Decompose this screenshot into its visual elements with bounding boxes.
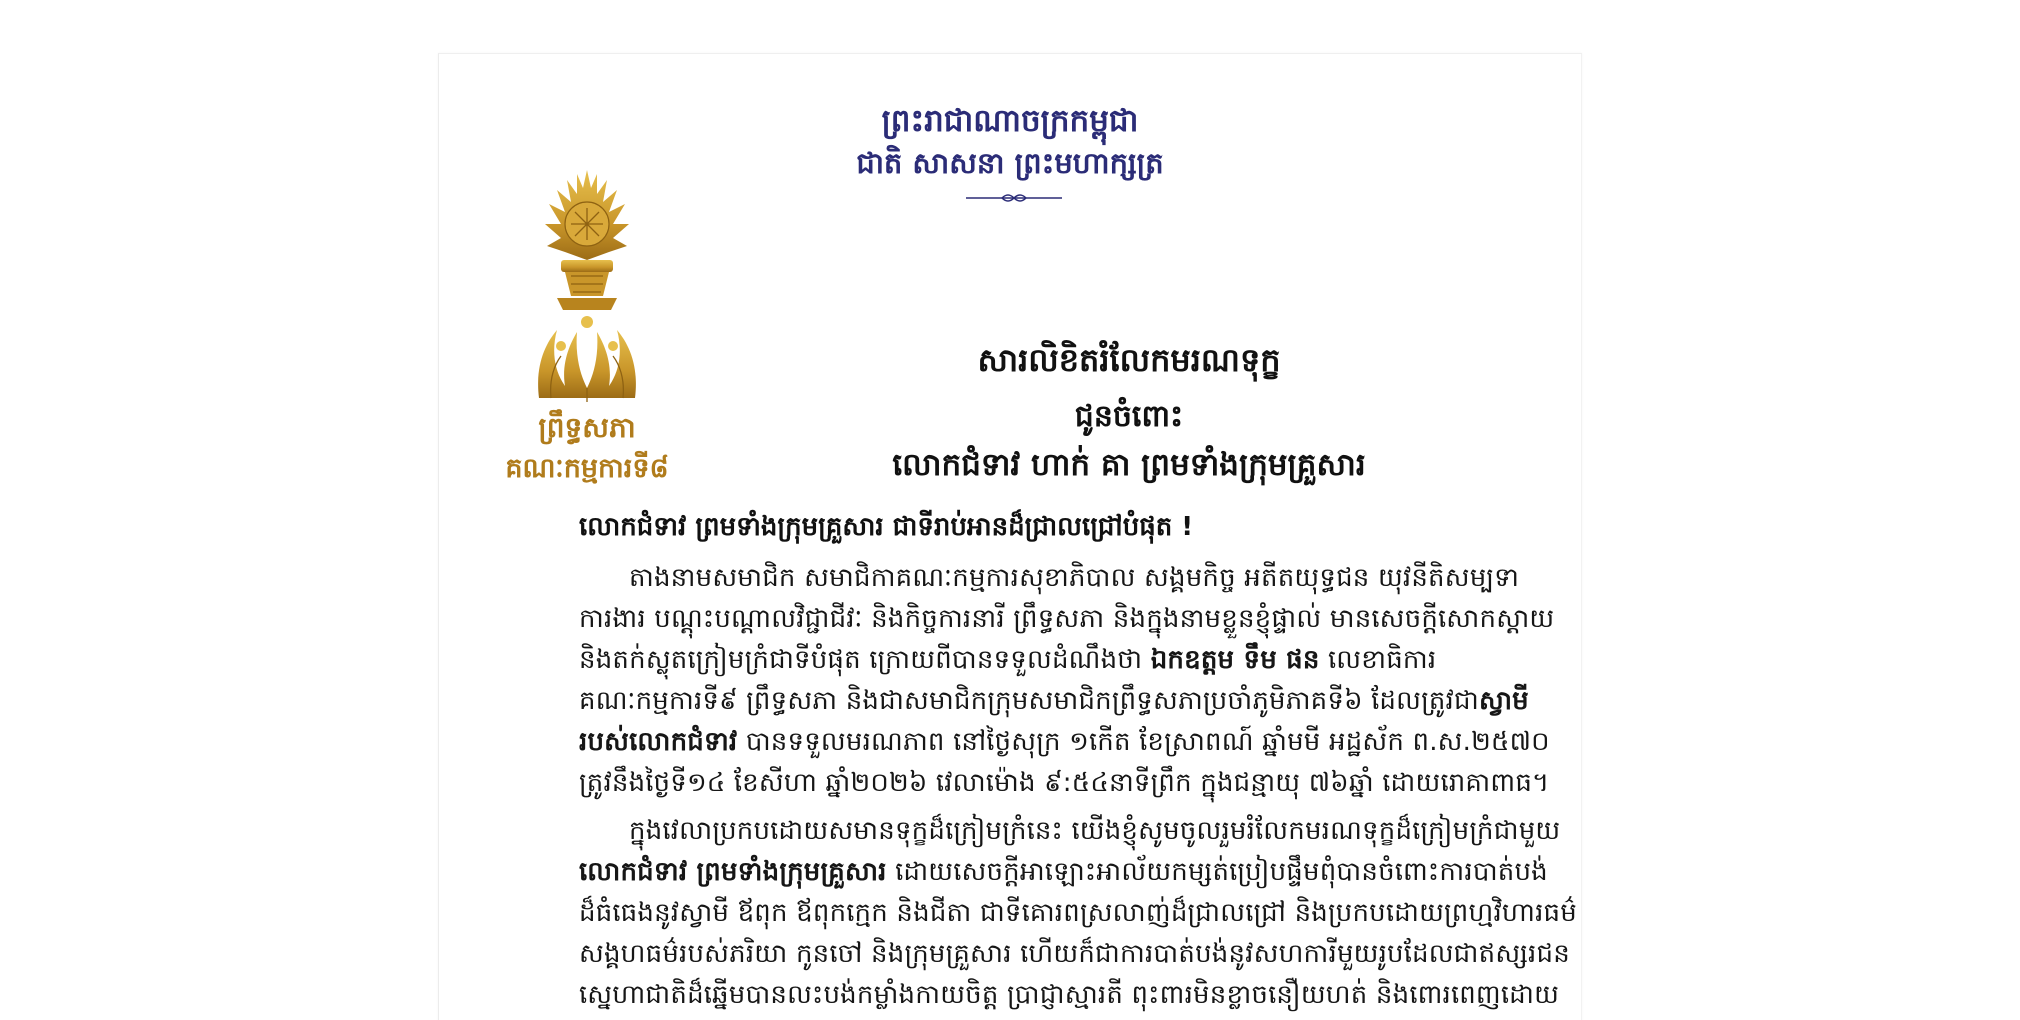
- senate-emblem-icon: [531, 166, 643, 406]
- paragraph1-line5-text: បានទទួលមរណភាព នៅថ្ងៃសុក្រ ១កើត ខែស្រាពណ៍ ឆ្នាំមមី អដ្ឋស័ក ព.ស.២៥៧០: [737, 727, 1550, 757]
- paragraph1-line1: តាងនាមសមាជិក សមាជិកាគណៈកម្មការសុខាភិបាល សង្គមកិច្ច អតីតយុទ្ធជន យុវនីតិសម្បទា: [629, 563, 1520, 593]
- paragraph1-line5-bold: របស់លោកជំទាវ: [579, 727, 738, 757]
- paragraph1-line6: ត្រូវនឹងថ្ងៃទី១៤ ខែសីហា ឆ្នាំ២០២៦ វេលាម៉ោង ៩:៥៤នាទីព្រឹក ក្នុងជន្មាយុ ៧៦ឆ្នាំ ដោយរោគាពាធ។: [579, 768, 1550, 798]
- org-name-senate: ព្រឹទ្ធសភា: [538, 411, 636, 444]
- org-name-commission: គណៈកម្មការទី៨: [505, 453, 669, 484]
- letter-page: [438, 53, 1582, 1020]
- letter-recipient: លោកជំទាវ ហាក់ គា ព្រមទាំងក្រុមគ្រួសារ: [892, 447, 1366, 483]
- nation-motto: ជាតិ សាសនា ព្រះមហាក្សត្រ: [856, 146, 1164, 180]
- paragraph1-line2: ការងារ បណ្តុះបណ្តាលវិជ្ជាជីវៈ និងកិច្ចការនារី ព្រឹទ្ធសភា និងក្នុងនាមខ្លួនខ្ញុំផ្ទាល់ មានសេចក្តីសោកស្តាយ: [579, 604, 1555, 634]
- paragraph2-line2-bold: លោកជំទាវ ព្រមទាំងក្រុមគ្រួសារ: [579, 857, 887, 887]
- paragraph1-line3-text: និងតក់ស្លុតក្រៀមក្រំជាទីបំផុត ក្រោយពីបានទទួលដំណឹងថា: [579, 645, 1151, 675]
- letter-addressed-to: ជូនចំពោះ: [1074, 399, 1184, 434]
- paragraph1-line5: [579, 725, 1550, 763]
- deceased-name: ឯកឧត្តម ទឹម ផន: [1150, 645, 1320, 675]
- paragraph1-line4: [579, 684, 1529, 722]
- letter-title: សារលិខិតរំលែកមរណទុក្ខ: [977, 341, 1281, 379]
- paragraph1-line4-bold: ស្វាមី: [1478, 686, 1529, 716]
- paragraph2-line4: សង្គហធម៌របស់ភរិយា កូនចៅ និងក្រុមគ្រួសារ ហើយក៏ជាការបាត់បង់នូវសហការីមួយរូបដែលជាឥស្សរជន: [579, 939, 1570, 969]
- paragraph2-line1: ក្នុងវេលាប្រកបដោយសមានទុក្ខដ៏ក្រៀមក្រំនេះ យើងខ្ញុំសូមចូលរួមរំលែកមរណទុក្ខដ៏ក្រៀមក្រំជាមួយ: [629, 816, 1561, 846]
- paragraph2-line5: ស្នេហាជាតិដ៏ឆ្នើមបានលះបង់កម្លាំងកាយចិត្ត ប្រាជ្ញាស្មារតី ពុះពារមិនខ្លាចនឿយហត់ និងពោរពេញដោយ: [579, 980, 1560, 1010]
- paragraph2-line3: ដ៏ធំធេងនូវស្វាមី ឪពុក ឪពុកក្មេក និងជីតា ជាទីគោរពស្រលាញ់ដ៏ជ្រាលជ្រៅ និងប្រកបដោយព្រហ្មវិហារធម៌: [579, 898, 1577, 928]
- paragraph2-line2: [579, 855, 1548, 893]
- kingdom-heading: ព្រះរាជាណាចក្រកម្ពុជា: [881, 103, 1139, 139]
- paragraph1-line3-tail: លេខាធិការ: [1319, 645, 1437, 675]
- ornament-divider-icon: [964, 192, 1064, 204]
- paragraph1-line4-text: គណៈកម្មការទី៩ ព្រឹទ្ធសភា និងជាសមាជិកក្រុមសមាជិកព្រឹទ្ធសភាប្រចាំភូមិភាគទី៦ ដែលត្រូវជា: [579, 686, 1479, 716]
- paragraph1-line3: [579, 643, 1479, 681]
- salutation: លោកជំទាវ ព្រមទាំងក្រុមគ្រួសារ ជាទីរាប់អានដ៏ជ្រាលជ្រៅបំផុត !: [579, 512, 1194, 542]
- paragraph2-line2-text: ដោយសេចក្តីអាឡោះអាល័យកម្សត់ប្រៀបផ្ទឹមពុំបានចំពោះការបាត់បង់: [886, 857, 1548, 887]
